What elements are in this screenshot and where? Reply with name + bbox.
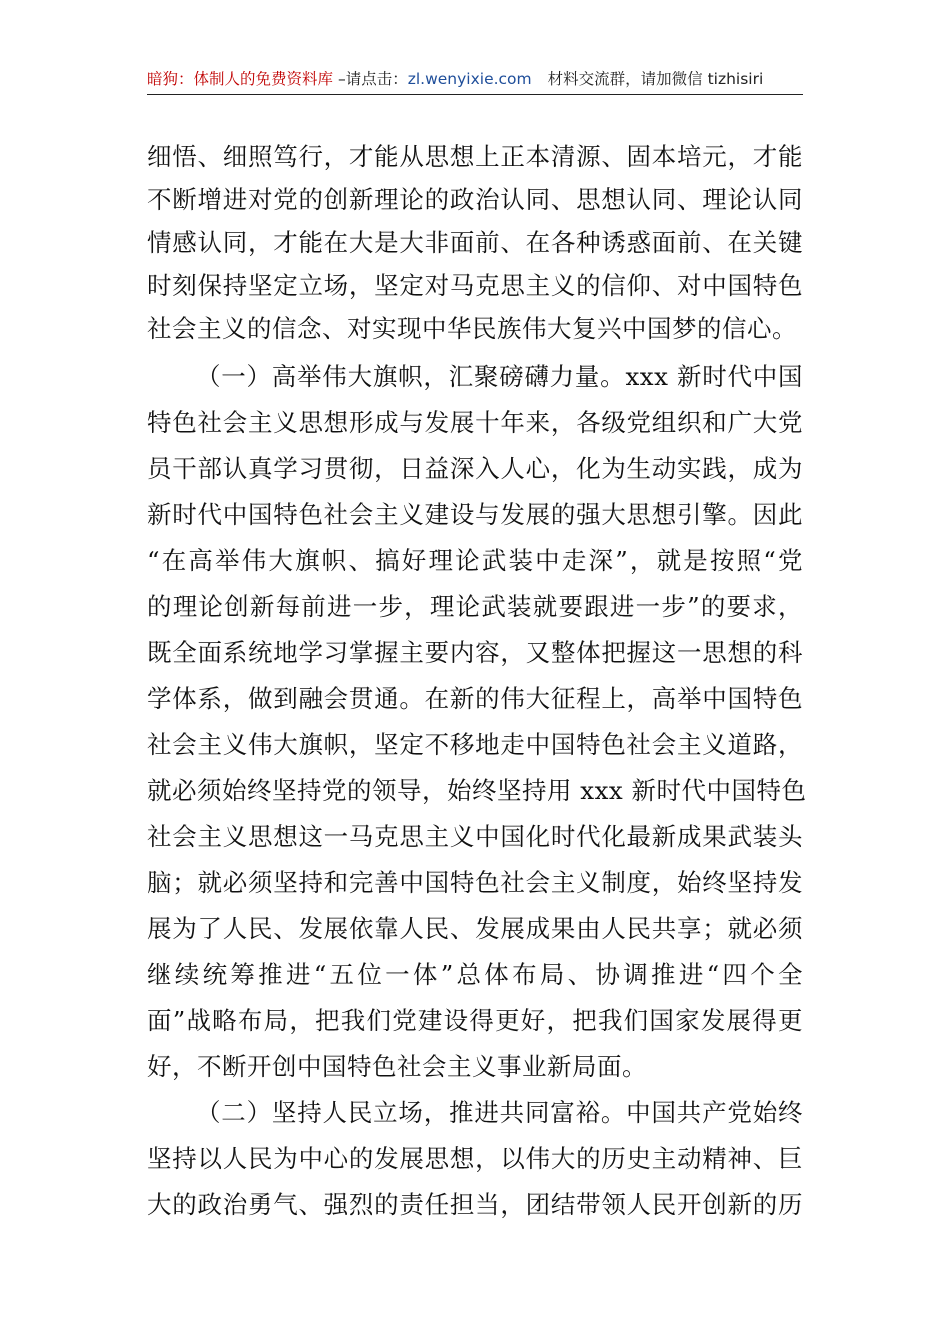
text-line: 学体系，做到融会贯通。在新的伟大征程上，高举中国特色 [147,684,803,713]
text-line: 的理论创新每前进一步，理论武装就要跟进一步”的要求， [147,592,803,621]
text-line: 展为了人民、发展依靠人民、发展成果由人民共享；就必须 [147,914,803,943]
header-link[interactable]: zl.wenyixie.com [407,70,532,88]
text-line: 就必须始终坚持党的领导，始终坚持用 xxx 新时代中国特色 [147,776,807,805]
paragraph-heading-2: （二）坚持人民立场，推进共同富裕。中国共产党始终 [196,1098,803,1127]
text-line: 情感认同，才能在大是大非面前、在各种诱惑面前、在关键 [147,228,803,257]
text-line: 员干部认真学习贯彻，日益深入人心，化为生动实践，成为 [147,454,803,483]
header-brand: 暗狗：体制人的免费资料库 [147,70,334,88]
text-line: 社会主义伟大旗帜，坚定不移地走中国特色社会主义道路， [147,730,803,759]
text-line: 社会主义思想这一马克思主义中国化时代化最新成果武装头 [147,822,803,851]
header-wechat-group: 材料交流群，请加微信 tizhisiri [547,70,764,88]
text-line: 特色社会主义思想形成与发展十年来，各级党组织和广大党 [147,408,803,437]
text-line: 大的政治勇气、强烈的责任担当，团结带领人民开创新的历 [147,1190,803,1219]
text-line: 新时代中国特色社会主义建设与发展的强大思想引擎。因此 [147,500,803,529]
text-line: 脑；就必须坚持和完善中国特色社会主义制度，始终坚持发 [147,868,803,897]
header-prompt: –请点击： [333,70,408,88]
text-line: 好，不断开创中国特色社会主义事业新局面。 [147,1052,647,1081]
text-line: 时刻保持坚定立场，坚定对马克思主义的信仰、对中国特色 [147,271,803,300]
text-line: 坚持以人民为中心的发展思想，以伟大的历史主动精神、巨 [147,1144,803,1173]
text-line: 社会主义的信念、对实现中华民族伟大复兴中国梦的信心。 [147,314,797,343]
text-line: 面”战略布局，把我们党建设得更好，把我们国家发展得更 [147,1006,803,1035]
text-line: 继续统筹推进“五位一体”总体布局、协调推进“四个全 [147,960,803,989]
paragraph-heading-1: （一）高举伟大旗帜，汇聚磅礴力量。xxx 新时代中国 [196,362,803,391]
text-line: 不断增进对党的创新理论的政治认同、思想认同、理论认同 [147,185,803,214]
text-line: 细悟、细照笃行，才能从思想上正本清源、固本培元，才能 [147,142,803,171]
text-line: “在高举伟大旗帜、搞好理论武装中走深”，就是按照“党 [147,546,803,575]
text-line: 既全面系统地学习掌握主要内容，又整体把握这一思想的科 [147,638,803,667]
page-header [147,66,803,95]
